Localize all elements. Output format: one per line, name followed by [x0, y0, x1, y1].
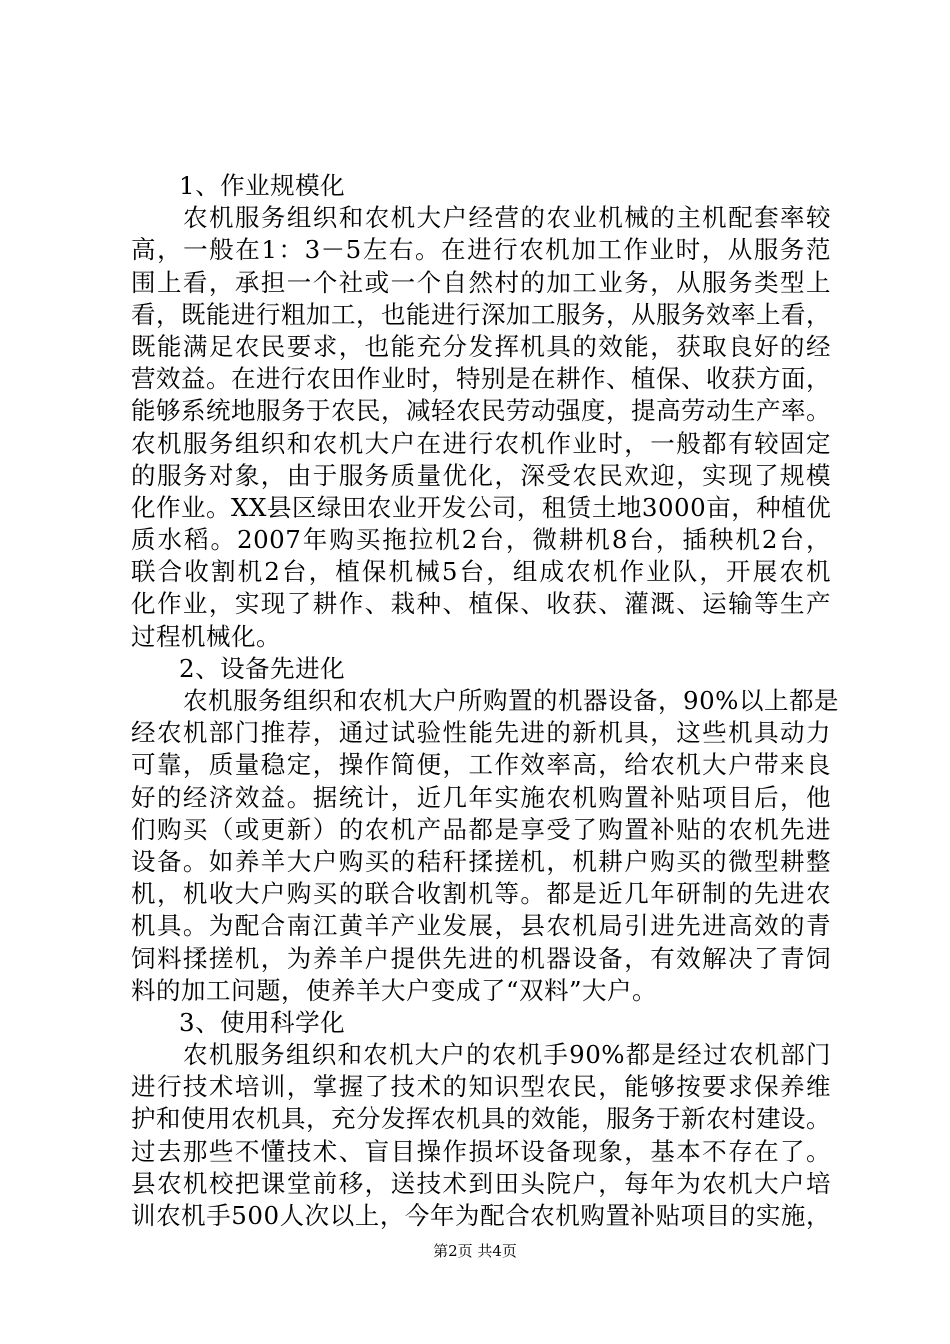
paragraph-line: 机具。为配合南江黄羊产业发展，县农机局引进先进高效的青 — [131, 911, 831, 941]
paragraph-line: 质水稻。2007年购买拖拉机2台，微耕机8台，插秧机2台， — [131, 525, 831, 555]
paragraph-line: 料的加工问题，使养羊大户变成了“双料”大户。 — [131, 975, 658, 1005]
paragraph-line: 设备。如养羊大户购买的秸秆揉搓机，机耕户购买的微型耕整 — [131, 846, 831, 876]
section-heading: 2、设备先进化 — [179, 653, 346, 683]
paragraph-line: 联合收割机2台，植保机械5台，组成农机作业队，开展农机 — [131, 557, 831, 587]
document-body — [131, 170, 839, 1232]
paragraph-line: 农机服务组织和农机大户的农机手90%都是经过农机部门 — [183, 1040, 831, 1070]
paragraph-line: 围上看，承担一个社或一个自然村的加工业务，从服务类型上 — [131, 267, 831, 297]
paragraph-line: 的服务对象，由于服务质量优化，深受农民欢迎，实现了规模 — [131, 460, 831, 490]
paragraph-line: 看，既能进行粗加工，也能进行深加工服务，从服务效率上看， — [131, 299, 831, 329]
paragraph-line: 好的经济效益。据统计，近几年实施农机购置补贴项目后，他 — [131, 782, 831, 812]
paragraph-line: 进行技术培训，掌握了技术的知识型农民，能够按要求保养维 — [131, 1072, 831, 1102]
page-number-footer: 第2页 共4页 — [433, 1242, 517, 1260]
paragraph-line: 过程机械化。 — [131, 621, 281, 651]
paragraph-line: 县农机校把课堂前移，送技术到田头院户，每年为农机大户培 — [131, 1168, 831, 1198]
paragraph-line: 能够系统地服务于农民，减轻农民劳动强度，提高劳动生产率。 — [131, 396, 831, 426]
paragraph-line: 化作业，实现了耕作、栽种、植保、收获、灌溉、运输等生产 — [131, 589, 831, 619]
paragraph-line: 过去那些不懂技术、盲目操作损坏设备现象，基本不存在了。 — [131, 1136, 831, 1166]
paragraph-line: 经农机部门推荐，通过试验性能先进的新机具，这些机具动力 — [131, 718, 831, 748]
paragraph-line: 农机服务组织和农机大户所购置的机器设备，90%以上都是 — [183, 686, 839, 715]
paragraph-line: 可靠，质量稳定，操作简便，工作效率高，给农机大户带来良 — [131, 750, 831, 780]
section-heading: 1、作业规模化 — [179, 171, 346, 200]
paragraph-line: 饲料揉搓机，为养羊户提供先进的机器设备，有效解决了青饲 — [131, 943, 831, 973]
section-heading: 3、使用科学化 — [179, 1007, 346, 1037]
paragraph-line: 既能满足农民要求，也能充分发挥机具的效能，获取良好的经 — [131, 331, 831, 361]
paragraph-line: 高，一般在1：3－5左右。在进行农机加工作业时，从服务范 — [131, 235, 831, 265]
paragraph-line: 农机服务组织和农机大户在进行农机作业时，一般都有较固定 — [131, 428, 831, 458]
paragraph-line: 营效益。在进行农田作业时，特别是在耕作、植保、收获方面， — [131, 364, 831, 394]
paragraph-line: 们购买（或更新）的农机产品都是享受了购置补贴的农机先进 — [131, 814, 831, 844]
paragraph-line: 机，机收大户购买的联合收割机等。都是近几年研制的先进农 — [131, 879, 831, 909]
paragraph-line: 护和使用农机具，充分发挥农机具的效能，服务于新农村建设。 — [131, 1104, 831, 1134]
paragraph-line: 训农机手500人次以上，今年为配合农机购置补贴项目的实施， — [131, 1201, 831, 1230]
paragraph-line: 化作业。XX县区绿田农业开发公司，租赁土地3000亩，种植优 — [131, 492, 832, 522]
paragraph-line: 农机服务组织和农机大户经营的农业机械的主机配套率较 — [183, 203, 831, 233]
